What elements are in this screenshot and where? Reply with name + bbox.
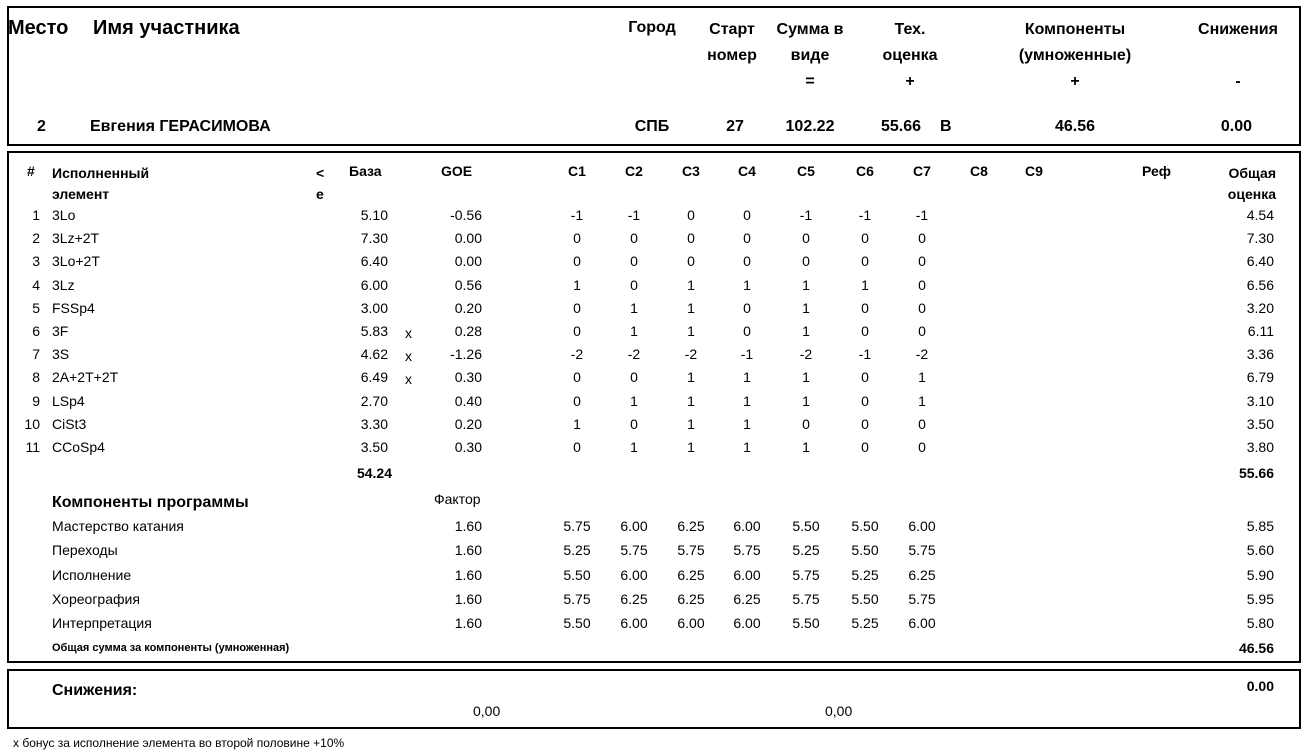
skater-tes: 55.66 bbox=[881, 118, 922, 135]
judge-goe: 1 bbox=[743, 369, 751, 386]
element-name: CCoSp4 bbox=[52, 439, 105, 455]
element-number: 3 bbox=[32, 253, 40, 270]
judge-component-score: 6.00 bbox=[908, 615, 936, 632]
judge-component-score: 6.00 bbox=[908, 518, 936, 534]
deduction-value-1: 0,00 bbox=[473, 703, 501, 719]
component-name: Исполнение bbox=[52, 566, 132, 583]
deductions-total: 0.00 bbox=[1246, 678, 1274, 694]
element-name: 3Lz bbox=[52, 276, 75, 293]
judge-goe: 1 bbox=[802, 276, 810, 293]
component-factor: 1.60 bbox=[454, 590, 482, 607]
judge-header-C6: C6 bbox=[856, 163, 874, 179]
element-goe: 0.56 bbox=[454, 276, 482, 293]
judge-goe: 1 bbox=[743, 439, 751, 455]
element-goe: 0.30 bbox=[454, 439, 482, 455]
judge-goe: 1 bbox=[802, 323, 810, 339]
element-score: 3.80 bbox=[1246, 439, 1274, 455]
element-name: 3F bbox=[52, 323, 69, 339]
element-name: 3Lo+2T bbox=[52, 253, 100, 270]
element-goe: 0.00 bbox=[454, 253, 482, 270]
judge-goe: 1 bbox=[743, 276, 751, 293]
element-number: 2 bbox=[32, 230, 40, 247]
element-score: 6.56 bbox=[1246, 276, 1274, 293]
judge-goe: 0 bbox=[802, 415, 810, 432]
judge-goe: 1 bbox=[918, 392, 926, 409]
col-info-header: < e bbox=[316, 165, 325, 202]
judge-goe: 0 bbox=[573, 230, 581, 247]
col-element-header: Исполненный элемент bbox=[52, 165, 150, 202]
component-score: 5.95 bbox=[1246, 590, 1274, 607]
judge-goe: 0 bbox=[918, 415, 926, 432]
component-score: 5.80 bbox=[1246, 615, 1274, 632]
element-name: CiSt3 bbox=[52, 415, 87, 432]
judge-goe: 1 bbox=[687, 415, 695, 432]
judge-component-score: 5.75 bbox=[733, 542, 761, 559]
judge-goe: -1 bbox=[570, 207, 584, 223]
judge-goe: 0 bbox=[802, 253, 810, 270]
judge-component-score: 5.75 bbox=[563, 590, 591, 607]
judge-goe: 0 bbox=[861, 415, 869, 432]
components-total-label: Общая сумма за компоненты (умноженная) bbox=[52, 642, 290, 654]
element-goe: 0.30 bbox=[454, 369, 482, 386]
judge-goe: 0 bbox=[918, 323, 926, 339]
second-half-bonus-mark: x bbox=[405, 371, 412, 388]
judge-component-score: 5.75 bbox=[563, 518, 591, 534]
element-name: 3S bbox=[52, 346, 70, 363]
judge-goe: 0 bbox=[573, 369, 581, 386]
element-goe: 0.20 bbox=[454, 415, 482, 432]
element-base: 2.70 bbox=[360, 392, 388, 409]
deductions-label: Снижения: bbox=[52, 682, 138, 699]
second-half-bonus-mark: x bbox=[405, 325, 412, 341]
judge-header-C2: C2 bbox=[625, 163, 643, 179]
judge-goe: -2 bbox=[915, 346, 929, 363]
components-total: 46.56 bbox=[1238, 640, 1274, 656]
skater-city: СПБ bbox=[634, 118, 670, 135]
col-num-header: # bbox=[27, 163, 35, 179]
element-score: 6.11 bbox=[1247, 323, 1274, 339]
judge-component-score: 6.25 bbox=[677, 566, 705, 583]
city-header: Город bbox=[628, 19, 676, 36]
skater-place: 2 bbox=[37, 118, 46, 135]
second-half-bonus-mark: x bbox=[405, 348, 412, 365]
judge-goe: 1 bbox=[687, 323, 695, 339]
element-number: 6 bbox=[32, 323, 40, 339]
components-title: Компоненты программы bbox=[52, 494, 249, 511]
judge-goe: 0 bbox=[861, 230, 869, 247]
judge-goe: 0 bbox=[743, 207, 751, 223]
component-name: Переходы bbox=[52, 542, 118, 559]
judge-goe: 0 bbox=[630, 369, 638, 386]
skater-deductions: 0.00 bbox=[1220, 118, 1252, 135]
judge-component-score: 5.50 bbox=[851, 542, 879, 559]
element-base: 6.40 bbox=[360, 253, 388, 270]
element-name: LSp4 bbox=[52, 392, 85, 409]
footnote: x бонус за исполнение элемента во второй половине +10% bbox=[13, 736, 345, 750]
judge-component-score: 6.00 bbox=[620, 615, 648, 632]
judge-goe: 0 bbox=[861, 299, 869, 316]
judge-component-score: 5.75 bbox=[792, 590, 820, 607]
element-base: 4.62 bbox=[360, 346, 388, 363]
judge-component-score: 5.75 bbox=[908, 542, 936, 559]
judge-component-score: 5.25 bbox=[851, 615, 879, 632]
element-number: 11 bbox=[25, 439, 40, 455]
judge-goe: -1 bbox=[740, 346, 754, 363]
judge-goe: -1 bbox=[858, 346, 872, 363]
judge-goe: 0 bbox=[687, 253, 695, 270]
judge-goe: 0 bbox=[573, 253, 581, 270]
judge-goe: 0 bbox=[687, 207, 695, 223]
judge-component-score: 5.75 bbox=[677, 542, 705, 559]
judge-goe: 0 bbox=[573, 299, 581, 316]
judge-goe: 0 bbox=[630, 415, 638, 432]
skater-start-number: 27 bbox=[726, 118, 744, 135]
element-name: 3Lz+2T bbox=[52, 230, 100, 247]
element-base: 6.49 bbox=[360, 369, 388, 386]
judge-goe: -1 bbox=[915, 207, 929, 223]
judge-goe: 0 bbox=[687, 230, 695, 247]
element-base: 7.30 bbox=[360, 230, 388, 247]
judge-component-score: 5.75 bbox=[792, 566, 820, 583]
element-number: 5 bbox=[32, 299, 40, 316]
component-factor: 1.60 bbox=[454, 615, 482, 632]
judge-goe: 1 bbox=[630, 439, 638, 455]
judge-header-C8: C8 bbox=[970, 163, 988, 179]
judge-goe: 1 bbox=[687, 276, 695, 293]
judge-goe: 0 bbox=[743, 230, 751, 247]
judge-component-score: 6.25 bbox=[733, 590, 761, 607]
element-score: 3.10 bbox=[1246, 392, 1274, 409]
judge-header-C3: C3 bbox=[682, 163, 700, 179]
judge-goe: -2 bbox=[799, 346, 813, 363]
element-number: 4 bbox=[32, 276, 40, 293]
judge-goe: 0 bbox=[918, 299, 926, 316]
element-base: 6.00 bbox=[360, 276, 388, 293]
judge-component-score: 6.00 bbox=[677, 615, 705, 632]
skater-total-score: 102.22 bbox=[785, 118, 835, 135]
judge-component-score: 5.50 bbox=[851, 518, 879, 534]
component-name: Интерпретация bbox=[52, 615, 152, 632]
judge-goe: 0 bbox=[573, 439, 581, 455]
element-number: 8 bbox=[32, 369, 40, 386]
element-base: 5.83 bbox=[360, 323, 388, 339]
judge-goe: 1 bbox=[743, 415, 751, 432]
judge-goe: 1 bbox=[630, 299, 638, 316]
judge-goe: -2 bbox=[570, 346, 584, 363]
judge-goe: 1 bbox=[802, 299, 810, 316]
judge-component-score: 6.00 bbox=[620, 518, 648, 534]
element-goe: 0.40 bbox=[454, 392, 482, 409]
judge-component-score: 6.00 bbox=[733, 518, 761, 534]
element-score: 3.20 bbox=[1246, 299, 1274, 316]
element-score: 6.79 bbox=[1246, 369, 1274, 386]
judge-goe: 0 bbox=[918, 230, 926, 247]
element-number: 9 bbox=[32, 392, 40, 409]
judge-header-C7: C7 bbox=[913, 163, 931, 179]
judge-component-score: 5.25 bbox=[792, 542, 820, 559]
name-header: Имя участника bbox=[93, 17, 240, 39]
total-score-header: Сумма в виде = bbox=[776, 21, 844, 90]
element-number: 1 bbox=[32, 207, 40, 223]
component-score: 5.90 bbox=[1246, 566, 1274, 583]
judge-header-C9: C9 bbox=[1025, 163, 1043, 179]
judge-goe: 1 bbox=[687, 369, 695, 386]
judge-goe: 0 bbox=[861, 253, 869, 270]
skater-tes-mark: B bbox=[940, 118, 952, 135]
judge-goe: 0 bbox=[630, 230, 638, 247]
judge-component-score: 5.75 bbox=[908, 590, 936, 607]
judge-goe: 0 bbox=[630, 276, 638, 293]
judge-goe: 1 bbox=[802, 392, 810, 409]
component-score: 5.85 bbox=[1246, 518, 1274, 534]
judge-component-score: 6.25 bbox=[677, 518, 705, 534]
element-name: 2A+2T+2T bbox=[52, 369, 119, 386]
judge-header-C1: C1 bbox=[568, 163, 586, 179]
element-score: 3.50 bbox=[1246, 415, 1274, 432]
deductions-header: Снижения - bbox=[1198, 21, 1278, 90]
element-number: 7 bbox=[32, 346, 40, 363]
judge-goe: -2 bbox=[627, 346, 641, 363]
score-details-box bbox=[7, 151, 1301, 663]
component-score: 5.60 bbox=[1246, 542, 1274, 559]
judge-goe: 0 bbox=[743, 299, 751, 316]
judge-goe: 1 bbox=[687, 392, 695, 409]
judge-component-score: 5.25 bbox=[563, 542, 591, 559]
element-name: FSSp4 bbox=[52, 299, 95, 316]
elements-score-total: 55.66 bbox=[1238, 465, 1274, 481]
element-base: 3.00 bbox=[360, 299, 388, 316]
col-ref-header: Реф bbox=[1142, 163, 1172, 179]
element-score: 3.36 bbox=[1246, 346, 1274, 363]
judge-goe: -2 bbox=[684, 346, 698, 363]
judge-goe: 0 bbox=[802, 230, 810, 247]
judge-component-score: 6.25 bbox=[677, 590, 705, 607]
judge-goe: 0 bbox=[861, 369, 869, 386]
judge-goe: 1 bbox=[861, 276, 869, 293]
judge-goe: 1 bbox=[573, 415, 581, 432]
judge-goe: 1 bbox=[630, 323, 638, 339]
judge-component-score: 6.25 bbox=[908, 566, 936, 583]
judge-goe: 0 bbox=[918, 439, 926, 455]
judge-goe: 0 bbox=[573, 323, 581, 339]
skater-pcs: 46.56 bbox=[1054, 118, 1096, 135]
element-goe: 0.20 bbox=[454, 299, 482, 316]
element-score: 7.30 bbox=[1246, 230, 1274, 247]
judge-goe: 1 bbox=[687, 299, 695, 316]
judge-goe: 0 bbox=[861, 439, 869, 455]
col-goe-header: GOE bbox=[441, 163, 473, 179]
judge-goe: 1 bbox=[802, 369, 810, 386]
element-score: 4.54 bbox=[1246, 207, 1274, 223]
component-name: Хореография bbox=[52, 590, 140, 607]
judge-goe: 0 bbox=[743, 323, 751, 339]
judge-component-score: 5.50 bbox=[563, 615, 591, 632]
element-base: 5.10 bbox=[360, 207, 388, 223]
start-number-header: Старт номер bbox=[707, 21, 757, 64]
judge-component-score: 5.50 bbox=[563, 566, 591, 583]
judge-component-score: 6.25 bbox=[620, 590, 648, 607]
judge-goe: 1 bbox=[743, 392, 751, 409]
judge-component-score: 5.75 bbox=[620, 542, 648, 559]
judge-goe: 0 bbox=[918, 276, 926, 293]
judge-goe: 1 bbox=[918, 369, 926, 386]
factor-header: Фактор bbox=[434, 491, 481, 507]
deduction-value-2: 0,00 bbox=[825, 703, 853, 719]
judge-header-C5: C5 bbox=[797, 163, 815, 179]
elements-base-total: 54.24 bbox=[356, 465, 392, 481]
judge-goe: 0 bbox=[743, 253, 751, 270]
judge-goe: 0 bbox=[573, 392, 581, 409]
judge-goe: -1 bbox=[799, 207, 813, 223]
judge-goe: 0 bbox=[918, 253, 926, 270]
component-factor: 1.60 bbox=[454, 566, 482, 583]
pcs-header: Компоненты (умноженные) + bbox=[1018, 21, 1132, 90]
col-score-header: Общая оценка bbox=[1227, 165, 1276, 202]
judge-component-score: 6.00 bbox=[733, 615, 761, 632]
judge-component-score: 5.25 bbox=[851, 566, 879, 583]
judge-header-C4: C4 bbox=[738, 163, 756, 179]
judge-goe: 1 bbox=[573, 276, 581, 293]
element-number: 10 bbox=[24, 415, 40, 432]
element-base: 3.30 bbox=[360, 415, 388, 432]
judge-goe: -1 bbox=[627, 207, 641, 223]
col-base-header: База bbox=[349, 163, 382, 179]
component-factor: 1.60 bbox=[454, 518, 482, 534]
judge-goe: -1 bbox=[858, 207, 872, 223]
tes-header: Тех. оценка + bbox=[882, 21, 938, 90]
judge-goe: 1 bbox=[630, 392, 638, 409]
element-score: 6.40 bbox=[1246, 253, 1274, 270]
element-base: 3.50 bbox=[360, 439, 388, 455]
judge-component-score: 6.00 bbox=[733, 566, 761, 583]
judge-component-score: 5.50 bbox=[851, 590, 879, 607]
deductions-box bbox=[7, 669, 1301, 729]
component-factor: 1.60 bbox=[454, 542, 482, 559]
judge-component-score: 5.50 bbox=[792, 615, 820, 632]
place-header: Место bbox=[8, 17, 69, 39]
element-name: 3Lo bbox=[52, 207, 76, 223]
judge-component-score: 5.50 bbox=[792, 518, 820, 534]
judge-goe: 1 bbox=[687, 439, 695, 455]
judge-goe: 0 bbox=[630, 253, 638, 270]
judge-component-score: 6.00 bbox=[620, 566, 648, 583]
judge-goe: 1 bbox=[802, 439, 810, 455]
component-name: Мастерство катания bbox=[52, 518, 184, 534]
element-goe: 0.00 bbox=[454, 230, 482, 247]
skater-name: Евгения ГЕРАСИМОВА bbox=[90, 118, 271, 135]
element-goe: 0.28 bbox=[454, 323, 482, 339]
element-goe: -0.56 bbox=[450, 207, 482, 223]
judge-goe: 0 bbox=[861, 323, 869, 339]
judge-goe: 0 bbox=[861, 392, 869, 409]
element-goe: -1.26 bbox=[450, 346, 482, 363]
